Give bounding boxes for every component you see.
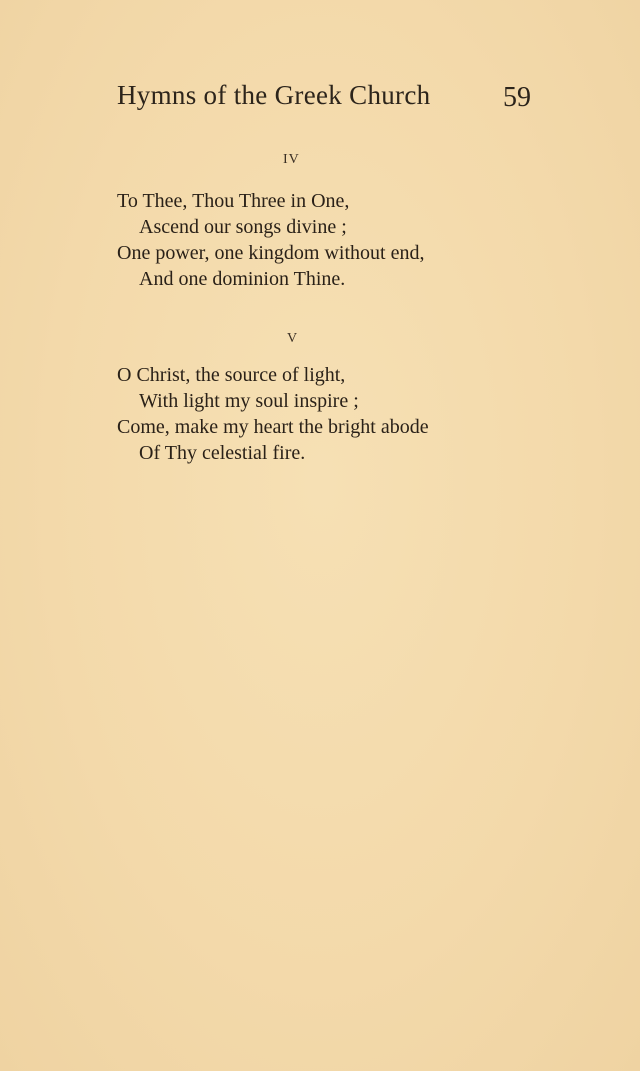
stanza-v <box>117 362 429 466</box>
stanza-iv <box>117 188 424 292</box>
stanza-number-v: V <box>287 331 299 346</box>
verse-line: O Christ, the source of light, <box>117 364 346 386</box>
verse-line: To Thee, Thou Three in One, <box>117 190 350 212</box>
stanza-number-iv: IV <box>283 152 300 167</box>
verse-line: One power, one kingdom without end, <box>117 242 425 264</box>
verse-line: Come, make my heart the bright abode <box>117 416 429 438</box>
verse-line: With light my soul inspire ; <box>139 390 359 412</box>
verse-line: Ascend our songs divine ; <box>139 216 347 238</box>
page-number: 59 <box>503 82 531 113</box>
verse-line: Of Thy celestial fire. <box>139 442 306 464</box>
running-head-title: Hymns of the Greek Church <box>117 80 431 110</box>
verse-line: And one dominion Thine. <box>139 268 346 290</box>
